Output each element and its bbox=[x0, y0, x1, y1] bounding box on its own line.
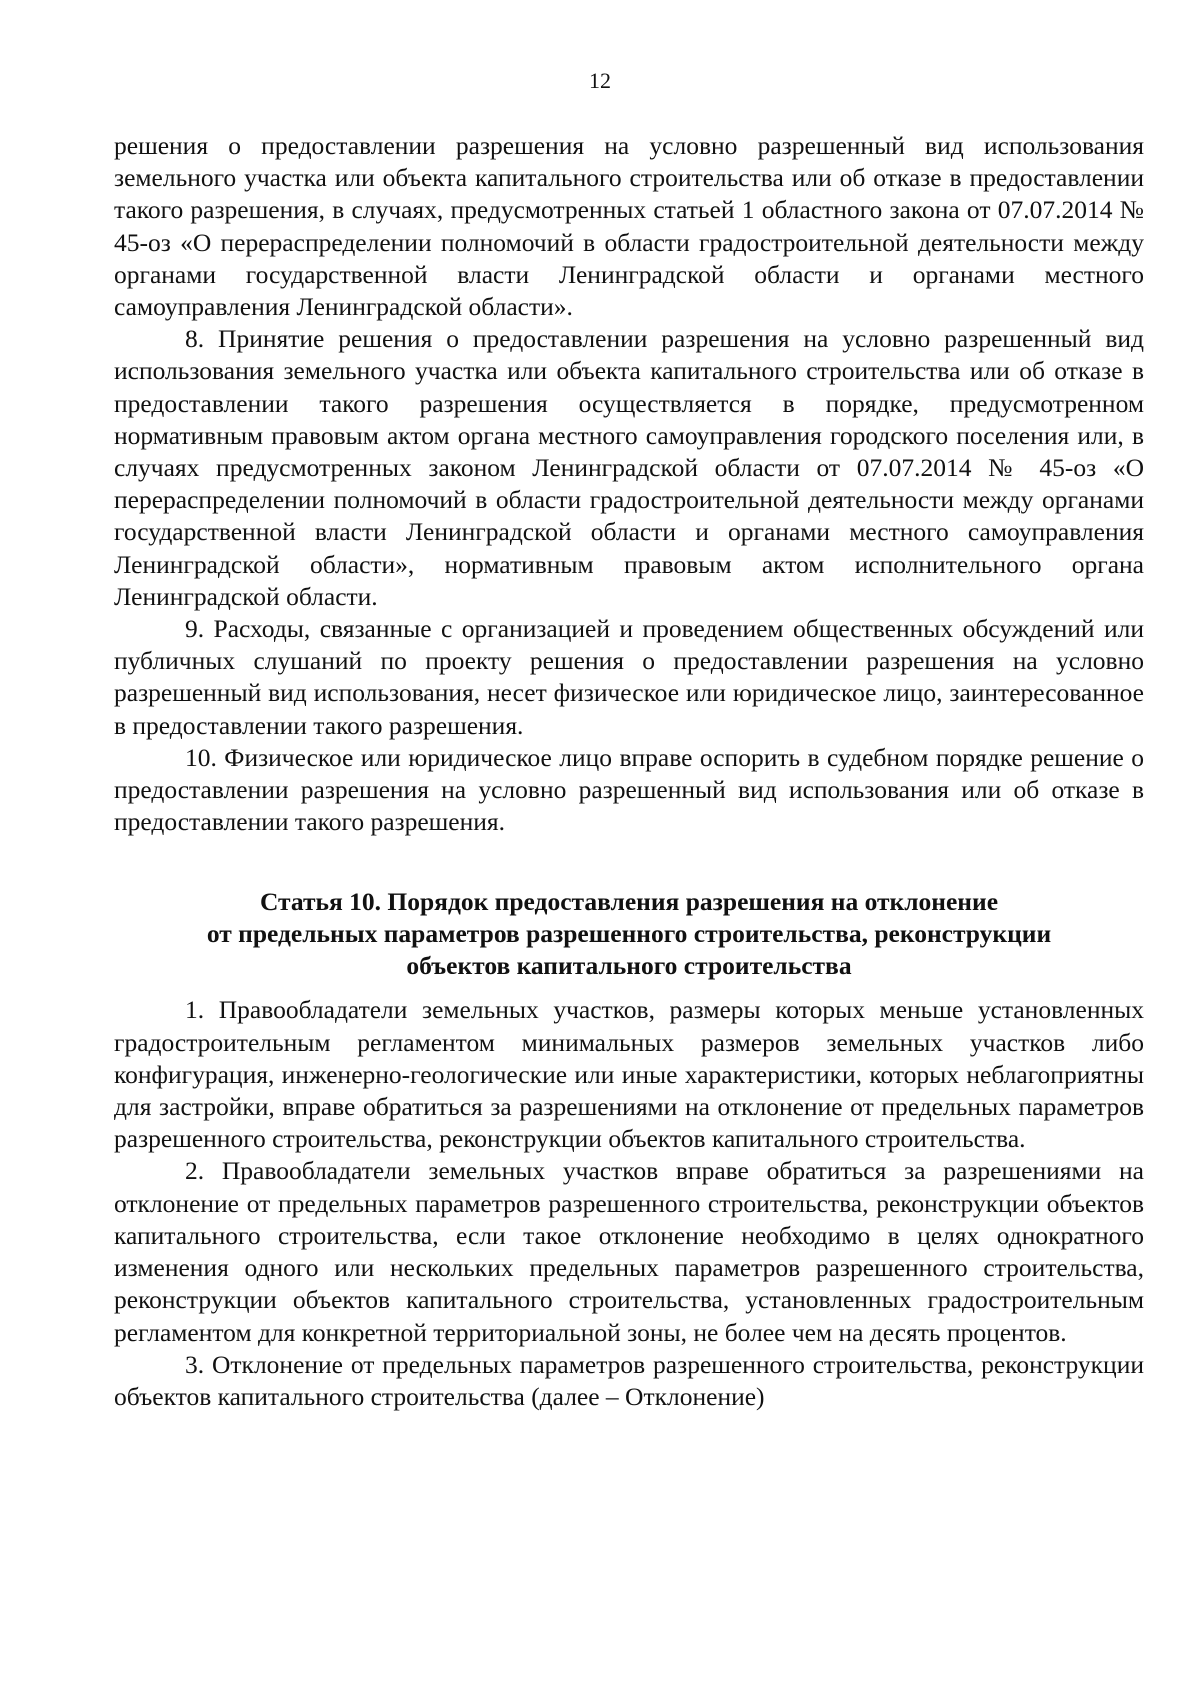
paragraph-item-3: 3. Отклонение от предельных параметров разрешенного строительства, реконструкции объектов капитального строительства (далее – Отклонение) bbox=[114, 1349, 1144, 1411]
paragraph-item-8: 8. Принятие решения о предоставлении разрешения на условно разрешенный вид использования земельного участка или объекта капитального строительства или об отказе в предоставлении такого разрешения осуществляется в порядке, предусмотренном нормативным правовым актом органа местного самоуправления городского поселения или, в случаях предусмотренных законом Ленинградской области от 07.07.2014 № 45-оз «О перераспределении полномочий в области градостроительной деятельности между органами государственной власти Ленинградской области и органами местного самоуправления Ленинградской области», нормативным правовым актом исполнительного органа Ленинградской области. bbox=[114, 324, 1144, 611]
paragraph-item-2: 2. Правообладатели земельных участков вправе обратиться за разрешениями на отклонение от предельных параметров разрешенного строительства, реконструкции объектов капитального строительства, если такое отклонение необходимо в целях однократного изменения одного или нескольких предельных параметров разрешенного строительства, реконструкции объектов капитального строительства, установленных градостроительным регламентом для конкретной территориальной зоны, не более чем на десять процентов. bbox=[114, 1156, 1144, 1347]
document-body bbox=[114, 130, 1144, 1413]
article-heading bbox=[114, 886, 1144, 982]
page-number: 12 bbox=[589, 68, 611, 93]
article-heading-line-2: от предельных параметров разрешенного строительства, реконструкции bbox=[206, 919, 1052, 949]
paragraph-item-1: 1. Правообладатели земельных участков, размеры которых меньше установленных градостроительным регламентом минимальных размеров земельных участков либо конфигурация, инженерно-геологические или иные характеристики, которых неблагоприятны для застройки, вправе обратиться за разрешениями на отклонение от предельных параметров разрешенного строительства, реконструкции объектов капитального строительства. bbox=[114, 995, 1144, 1154]
article-heading-line-3: объектов капитального строительства bbox=[406, 951, 852, 981]
article-heading-line-1: Статья 10. Порядок предоставления разрешения на отклонение bbox=[259, 887, 999, 917]
paragraph-continuation: решения о предоставлении разрешения на условно разрешенный вид использования земельного участка или объекта капитального строительства или об отказе в предоставлении такого разрешения, в случаях, предусмотренных статьей 1 областного закона от 07.07.2014 № 45-оз «О перераспределении полномочий в области градостроительной деятельности между органами государственной власти Ленинградской области и органами местного самоуправления Ленинградской области». bbox=[114, 131, 1144, 322]
paragraph-item-9: 9. Расходы, связанные с организацией и проведением общественных обсуждений или публичных слушаний по проекту решения о предоставлении разрешения на условно разрешенный вид использования, несет физическое или юридическое лицо, заинтересованное в предоставлении такого разрешения. bbox=[114, 614, 1144, 740]
paragraph-item-10: 10. Физическое или юридическое лицо вправе оспорить в судебном порядке решение о предоставлении разрешения на условно разрешенный вид использования или об отказе в предоставлении такого разрешения. bbox=[114, 742, 1144, 837]
